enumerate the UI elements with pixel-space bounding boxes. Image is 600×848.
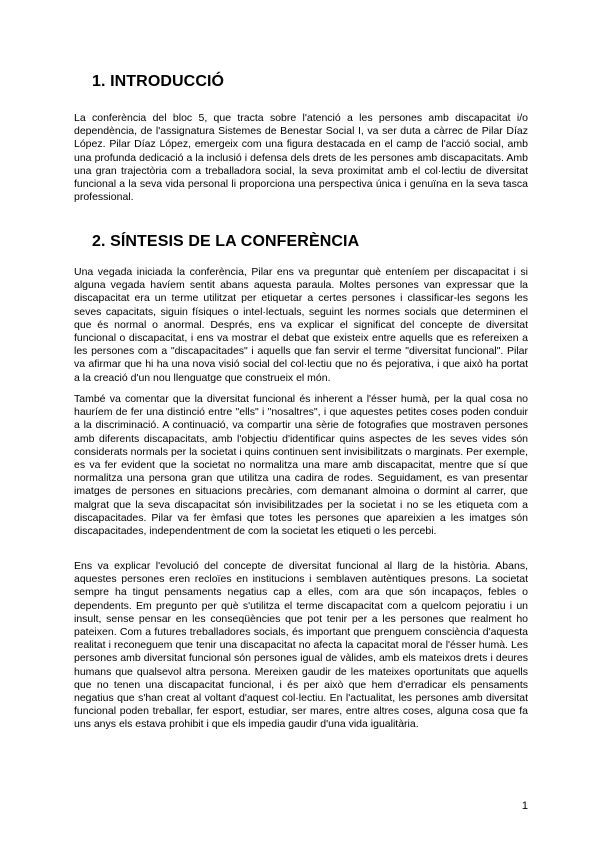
section-heading-introduction: 1. INTRODUCCIÓ [92,73,225,90]
paragraph-synthesis-1: Una vegada iniciada la conferència, Pilar ens va preguntar què enteníem per discapacitat i si alguna vegada havíem sentit abans aquesta paraula. Moltes persones van expressar que la discapacitat era un terme utilitzat per etiquetar a certes persones i classificar-les segons les seves capacitats, siguin físiques o intel·lectuals, seguint les normes socials que determinen el que és normal o anormal. Després, ens va explicar el significat del concepte de diversitat funcional o discapacitat, i ens va mostrar el debat que existeix entre aquells que es refereixen a les persones com a "discapacitades" i aquells que fan servir el terme "diversitat funcional". Pilar va afirmar que hi ha una nova visió social del col·lectiu que no és pejorativa, i que això ha portat a la creació d'un nou llenguatge que construeix el món. [74,266,528,384]
paragraph-synthesis-3: Ens va explicar l'evolució del concepte de diversitat funcional al llarg de la història. Abans, aquestes persones eren recloïes en institucions i semblaven autèntiques presons. La societat sempre ha tingut pensaments negatius cap a elles, com ara que són incapaços, febles o dependents. Em pregunto per què s'utilitza el terme discapacitat com a quelcom pejoratiu i un insult, sense pensar en les conseqüències que pot tenir per a les persones que realment ho pateixen. Com a futures treballadores socials, és important que prenguem consciència d'aquesta realitat i reconeguem que tenir una discapacitat no afecta la capacitat moral de l'ésser humà. Les persones amb diversitat funcional són persones igual de vàlides, amb els mateixos drets i deures humans que qualsevol altra persona. Mereixen gaudir de les mateixes oportunitats que aquells que no tenen una discapacitat funcional, i és per això que hem d'erradicar els pensaments negatius que s'han creat al voltant d'aquest col·lectiu. En l'actualitat, les persones amb diversitat funcional poden treballar, fer esport, estudiar, ser mares, entre altres coses, alguna cosa que fa uns anys els estava prohibit i que els impedia gaudir d'una vida igualitària. [74,560,528,731]
paragraph-synthesis-2: També va comentar que la diversitat funcional és inherent a l'ésser humà, per la qual cosa no hauríem de fer una distinció entre "ells" i "nosaltres", i que aquestes petites coses poden conduir a la discriminació. A continuació, va compartir una sèrie de fotografies que mostraven persones amb diferents discapacitats, amb l'objectiu d'identificar quins aspectes de les seves vides són considerats normals per la societat i quins continuen sent invisibilitzats o marginats. Per exemple, es va fer evident que la societat no normalitza una mare amb discapacitat, mentre que sí que normalitza una persona gran que utilitza una cadira de rodes. Seguidament, es van presentar imatges de persones en situacions precàries, com demanant almoina o dormint al carrer, que malgrat que la seva discapacitat són invisibilitzades per la societat i no se les etiqueta com a discapacitades. Pilar va fer èmfasi que totes les persones que apareixien a les imatges són discapacitades, independentment de com la societat les etiqueti o les percebi. [74,393,528,538]
section-heading-synthesis: 2. SÍNTESIS DE LA CONFERÈNCIA [92,233,360,250]
page-number: 1 [521,800,528,812]
paragraph-introduction: La conferència del bloc 5, que tracta sobre l'atenció a les persones amb discapacitat i/o dependència, de l'assignatura Sistemes de Benestar Social I, va ser duta a càrrec de Pilar Díaz López. Pilar Díaz López, emergeix com una figura destacada en el camp de l'acció social, amb una profunda dedicació a la inclusió i defensa dels drets de les persones amb discapacitats. Amb una gran trajectòria com a treballadora social, la seva proximitat amb el col·lectiu de diversitat funcional a la seva vida personal li proporciona una perspectiva única i genuïna en la seva tasca professional. [74,112,528,204]
